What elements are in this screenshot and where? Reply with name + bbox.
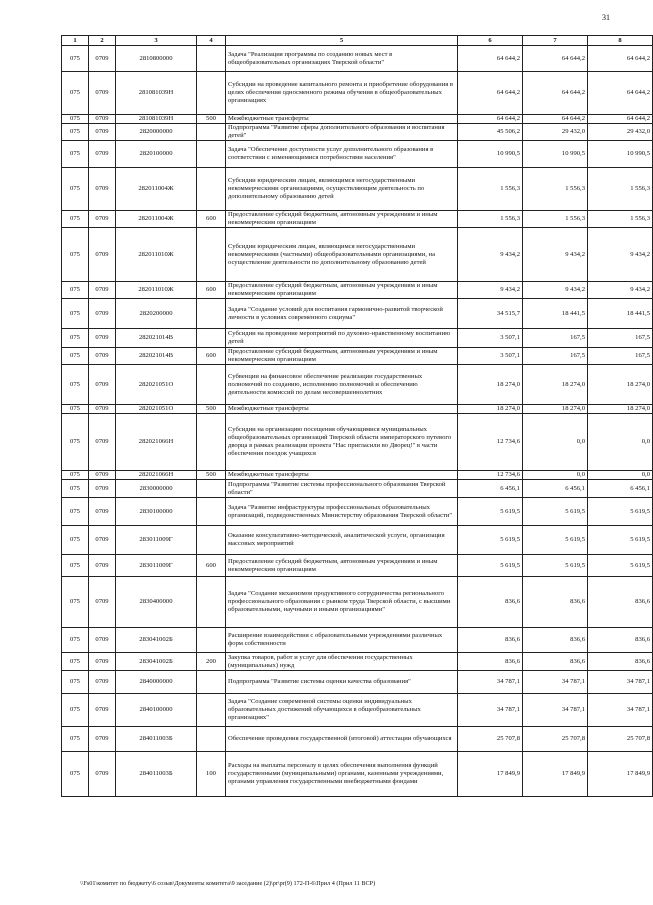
target-article-code-cell: 283011009Г [116, 526, 197, 555]
amount-year-1-cell: 12 734,6 [458, 414, 523, 471]
item-name-cell: Субсидии на проведение капитального ремонта и приобретение оборудования в целях обеспечения односменного режима обучения в общеобразовательных организациях [226, 72, 458, 115]
amount-year-1-cell: 34 515,7 [458, 299, 523, 329]
table-row [62, 72, 653, 115]
amount-year-3-cell: 9 434,2 [588, 228, 653, 282]
item-name-cell: Предоставление субсидий бюджетным, автономным учреждениям и иным некоммерческим организациям [226, 211, 458, 228]
table-row [62, 168, 653, 211]
expense-type-code-cell [197, 365, 226, 405]
section-code-cell: 0709 [89, 727, 116, 752]
expense-type-code-cell [197, 498, 226, 526]
amount-year-3-cell: 1 556,3 [588, 211, 653, 228]
section-code-cell: 0709 [89, 414, 116, 471]
footer-file-path: \\Fs01\комитет по бюджету\6 созыв\Документы комитета\9 заседание (2)\pr\pr(9) 172-П-6\Прил 4 (Прил 11 ВСР) [80, 880, 376, 887]
amount-year-2-cell: 10 990,5 [523, 141, 588, 168]
amount-year-2-cell: 25 707,8 [523, 727, 588, 752]
target-article-code-cell: 283041002Б [116, 653, 197, 671]
ministry-code-cell: 075 [62, 228, 89, 282]
table-row [62, 115, 653, 124]
expense-type-code-cell: 600 [197, 282, 226, 299]
amount-year-3-cell: 836,6 [588, 653, 653, 671]
expense-type-code-cell [197, 72, 226, 115]
amount-year-3-cell: 29 432,0 [588, 124, 653, 141]
target-article-code-cell: 2820200000 [116, 299, 197, 329]
section-code-cell: 0709 [89, 671, 116, 694]
target-article-code-cell: 2840000000 [116, 671, 197, 694]
expense-type-code-cell [197, 329, 226, 348]
amount-year-1-cell: 836,6 [458, 577, 523, 628]
section-code-cell: 0709 [89, 282, 116, 299]
item-name-cell: Предоставление субсидий бюджетным, автономным учреждениям и иным некоммерческим организациям [226, 282, 458, 299]
item-name-cell: Субсидии на проведение мероприятий по духовно-нравственному воспитанию детей [226, 329, 458, 348]
amount-year-2-cell: 64 644,2 [523, 46, 588, 72]
amount-year-2-cell: 18 274,0 [523, 365, 588, 405]
item-name-cell: Подпрограмма "Развитие системы профессионального образования Тверской области" [226, 480, 458, 498]
section-code-cell: 0709 [89, 555, 116, 577]
table-row [62, 282, 653, 299]
amount-year-3-cell: 18 441,5 [588, 299, 653, 329]
item-name-cell: Межбюджетные трансферты [226, 471, 458, 480]
item-name-cell: Субсидии юридическим лицам, являющимся негосударственными некоммерческими организациями, осуществляющим деятельность по дополнительному образованию детей [226, 168, 458, 211]
amount-year-3-cell: 9 434,2 [588, 282, 653, 299]
item-name-cell: Задача "Создание механизмов продуктивного сотрудничества регионального профессионального образования с рынком труда Тверской области, с высшими образовательными, научными и иными организациями" [226, 577, 458, 628]
table-row [62, 671, 653, 694]
amount-year-2-cell: 18 274,0 [523, 405, 588, 414]
item-name-cell: Подпрограмма "Развитие системы оценки качества образования" [226, 671, 458, 694]
expense-type-code-cell [197, 577, 226, 628]
amount-year-2-cell: 836,6 [523, 577, 588, 628]
amount-year-1-cell: 64 644,2 [458, 115, 523, 124]
expense-type-code-cell [197, 299, 226, 329]
amount-year-3-cell: 167,5 [588, 348, 653, 365]
table-row [62, 405, 653, 414]
amount-year-3-cell: 1 556,3 [588, 168, 653, 211]
ministry-code-cell: 075 [62, 168, 89, 211]
item-name-cell: Межбюджетные трансферты [226, 115, 458, 124]
table-row [62, 752, 653, 797]
amount-year-3-cell: 18 274,0 [588, 365, 653, 405]
amount-year-3-cell: 5 619,5 [588, 498, 653, 526]
ministry-code-cell: 075 [62, 752, 89, 797]
item-name-cell: Расширение взаимодействия с образовательными учреждениями различных форм собственности [226, 628, 458, 653]
target-article-code-cell: 2830000000 [116, 480, 197, 498]
item-name-cell: Предоставление субсидий бюджетным, автономным учреждениям и иным некоммерческим организациям [226, 348, 458, 365]
expense-type-code-cell [197, 694, 226, 727]
expense-type-code-cell [197, 671, 226, 694]
target-article-code-cell: 2830100000 [116, 498, 197, 526]
ministry-code-cell: 075 [62, 414, 89, 471]
table-row [62, 526, 653, 555]
amount-year-1-cell: 5 619,5 [458, 498, 523, 526]
amount-year-3-cell: 18 274,0 [588, 405, 653, 414]
table-row [62, 365, 653, 405]
item-name-cell: Задача "Развитие инфраструктуры профессиональных образовательных организаций, подведомственных Министерству образования Тверской области" [226, 498, 458, 526]
expense-type-code-cell [197, 414, 226, 471]
item-name-cell: Субсидии юридическим лицам, являющимся негосударственными некоммерческими (частными) общеобразовательными организациями, на осуществление деятельности по дополнительному образованию детей [226, 228, 458, 282]
item-name-cell: Обеспечение проведения государственной (итоговой) аттестации обучающихся [226, 727, 458, 752]
section-code-cell: 0709 [89, 498, 116, 526]
item-name-cell: Задача "Создание современной системы оценки индивидуальных образовательных достижений обучающихся в общеобразовательных организациях" [226, 694, 458, 727]
target-article-code-cell: 282021014В [116, 329, 197, 348]
expense-type-code-cell [197, 526, 226, 555]
target-article-code-cell: 284011003Б [116, 727, 197, 752]
ministry-code-cell: 075 [62, 671, 89, 694]
table-row [62, 414, 653, 471]
column-header: 1 [62, 36, 89, 46]
expense-type-code-cell: 500 [197, 405, 226, 414]
ministry-code-cell: 075 [62, 124, 89, 141]
ministry-code-cell: 075 [62, 653, 89, 671]
amount-year-3-cell: 34 787,1 [588, 671, 653, 694]
expense-type-code-cell: 600 [197, 348, 226, 365]
target-article-code-cell: 282021066Н [116, 471, 197, 480]
ministry-code-cell: 075 [62, 282, 89, 299]
amount-year-1-cell: 5 619,5 [458, 555, 523, 577]
amount-year-1-cell: 34 787,1 [458, 694, 523, 727]
table-row [62, 46, 653, 72]
table-row [62, 498, 653, 526]
ministry-code-cell: 075 [62, 329, 89, 348]
amount-year-1-cell: 1 556,3 [458, 168, 523, 211]
column-header: 4 [197, 36, 226, 46]
amount-year-3-cell: 5 619,5 [588, 526, 653, 555]
ministry-code-cell: 075 [62, 694, 89, 727]
table-row [62, 628, 653, 653]
target-article-code-cell: 282021051О [116, 365, 197, 405]
ministry-code-cell: 075 [62, 628, 89, 653]
expense-type-code-cell: 100 [197, 752, 226, 797]
target-article-code-cell: 282021066Н [116, 414, 197, 471]
item-name-cell: Задача "Обеспечение доступности услуг дополнительного образования в соответствии с изменяющимися потребностями населения" [226, 141, 458, 168]
amount-year-3-cell: 167,5 [588, 329, 653, 348]
expense-type-code-cell [197, 141, 226, 168]
amount-year-2-cell: 34 787,1 [523, 694, 588, 727]
table-row [62, 471, 653, 480]
item-name-cell: Оказание консультативно-методической, аналитической услуги, организация массовых мероприятий [226, 526, 458, 555]
amount-year-1-cell: 25 707,8 [458, 727, 523, 752]
section-code-cell: 0709 [89, 577, 116, 628]
table-row [62, 348, 653, 365]
column-header: 7 [523, 36, 588, 46]
target-article-code-cell: 2820000000 [116, 124, 197, 141]
ministry-code-cell: 075 [62, 141, 89, 168]
section-code-cell: 0709 [89, 365, 116, 405]
table-row [62, 124, 653, 141]
column-header: 3 [116, 36, 197, 46]
ministry-code-cell: 075 [62, 480, 89, 498]
amount-year-1-cell: 9 434,2 [458, 282, 523, 299]
column-header: 6 [458, 36, 523, 46]
ministry-code-cell: 075 [62, 115, 89, 124]
item-name-cell: Задача "Реализация программы по созданию новых мест в общеобразовательных организациях Тверской области" [226, 46, 458, 72]
section-code-cell: 0709 [89, 299, 116, 329]
target-article-code-cell: 282011010Ж [116, 282, 197, 299]
amount-year-2-cell: 167,5 [523, 329, 588, 348]
expense-type-code-cell [197, 124, 226, 141]
amount-year-1-cell: 18 274,0 [458, 365, 523, 405]
expense-type-code-cell [197, 727, 226, 752]
ministry-code-cell: 075 [62, 299, 89, 329]
amount-year-2-cell: 0,0 [523, 471, 588, 480]
amount-year-3-cell: 0,0 [588, 471, 653, 480]
amount-year-2-cell: 64 644,2 [523, 115, 588, 124]
amount-year-2-cell: 836,6 [523, 653, 588, 671]
target-article-code-cell: 2820100000 [116, 141, 197, 168]
target-article-code-cell: 2840100000 [116, 694, 197, 727]
amount-year-3-cell: 25 707,8 [588, 727, 653, 752]
amount-year-2-cell: 836,6 [523, 628, 588, 653]
section-code-cell: 0709 [89, 348, 116, 365]
section-code-cell: 0709 [89, 115, 116, 124]
table-body [62, 46, 653, 797]
target-article-code-cell: 2830400000 [116, 577, 197, 628]
amount-year-3-cell: 836,6 [588, 628, 653, 653]
amount-year-1-cell: 12 734,6 [458, 471, 523, 480]
amount-year-2-cell: 9 434,2 [523, 228, 588, 282]
ministry-code-cell: 075 [62, 405, 89, 414]
target-article-code-cell: 284011003Б [116, 752, 197, 797]
target-article-code-cell: 2810800000 [116, 46, 197, 72]
expense-type-code-cell [197, 228, 226, 282]
amount-year-1-cell: 10 990,5 [458, 141, 523, 168]
budget-table [61, 35, 653, 797]
amount-year-1-cell: 45 506,2 [458, 124, 523, 141]
item-name-cell: Закупка товаров, работ и услуг для обеспечения государственных (муниципальных) нужд [226, 653, 458, 671]
column-header: 2 [89, 36, 116, 46]
item-name-cell: Задача "Создание условий для воспитания гармонично-развитой творческой личности в условиях современного социума" [226, 299, 458, 329]
amount-year-1-cell: 1 556,3 [458, 211, 523, 228]
amount-year-2-cell: 64 644,2 [523, 72, 588, 115]
amount-year-3-cell: 836,6 [588, 577, 653, 628]
amount-year-2-cell: 167,5 [523, 348, 588, 365]
ministry-code-cell: 075 [62, 46, 89, 72]
amount-year-2-cell: 17 849,9 [523, 752, 588, 797]
ministry-code-cell: 075 [62, 211, 89, 228]
section-code-cell: 0709 [89, 124, 116, 141]
section-code-cell: 0709 [89, 653, 116, 671]
section-code-cell: 0709 [89, 228, 116, 282]
table-row [62, 329, 653, 348]
amount-year-1-cell: 64 644,2 [458, 46, 523, 72]
table-row [62, 727, 653, 752]
target-article-code-cell: 281081039Н [116, 115, 197, 124]
target-article-code-cell: 283011009Г [116, 555, 197, 577]
item-name-cell: Межбюджетные трансферты [226, 405, 458, 414]
table-header-row [62, 36, 653, 46]
amount-year-3-cell: 10 990,5 [588, 141, 653, 168]
amount-year-1-cell: 17 849,9 [458, 752, 523, 797]
ministry-code-cell: 075 [62, 365, 89, 405]
expense-type-code-cell [197, 46, 226, 72]
expense-type-code-cell [197, 480, 226, 498]
amount-year-1-cell: 836,6 [458, 628, 523, 653]
column-header: 5 [226, 36, 458, 46]
table-row [62, 480, 653, 498]
ministry-code-cell: 075 [62, 471, 89, 480]
ministry-code-cell: 075 [62, 526, 89, 555]
amount-year-1-cell: 9 434,2 [458, 228, 523, 282]
section-code-cell: 0709 [89, 480, 116, 498]
amount-year-2-cell: 18 441,5 [523, 299, 588, 329]
amount-year-1-cell: 6 456,1 [458, 480, 523, 498]
ministry-code-cell: 075 [62, 577, 89, 628]
section-code-cell: 0709 [89, 211, 116, 228]
table-row [62, 555, 653, 577]
amount-year-2-cell: 1 556,3 [523, 211, 588, 228]
target-article-code-cell: 283041002Б [116, 628, 197, 653]
section-code-cell: 0709 [89, 471, 116, 480]
amount-year-2-cell: 9 434,2 [523, 282, 588, 299]
target-article-code-cell: 282011004Ж [116, 211, 197, 228]
expense-type-code-cell: 600 [197, 211, 226, 228]
item-name-cell: Субсидии на организацию посещения обучающимися муниципальных общеобразовательных организаций Тверской области императорского путевого дворца в рамках реализации проекта "Нас пригласили во Дворец!" в части обеспечения поездок учащихся [226, 414, 458, 471]
amount-year-3-cell: 0,0 [588, 414, 653, 471]
amount-year-3-cell: 64 644,2 [588, 72, 653, 115]
target-article-code-cell: 282021014В [116, 348, 197, 365]
amount-year-3-cell: 34 787,1 [588, 694, 653, 727]
section-code-cell: 0709 [89, 526, 116, 555]
amount-year-2-cell: 5 619,5 [523, 526, 588, 555]
target-article-code-cell: 282021051О [116, 405, 197, 414]
section-code-cell: 0709 [89, 405, 116, 414]
page-number: 31 [602, 13, 610, 22]
table-row [62, 141, 653, 168]
expense-type-code-cell: 500 [197, 115, 226, 124]
amount-year-3-cell: 5 619,5 [588, 555, 653, 577]
target-article-code-cell: 282011010Ж [116, 228, 197, 282]
ministry-code-cell: 075 [62, 498, 89, 526]
ministry-code-cell: 075 [62, 348, 89, 365]
section-code-cell: 0709 [89, 46, 116, 72]
expense-type-code-cell: 600 [197, 555, 226, 577]
section-code-cell: 0709 [89, 168, 116, 211]
ministry-code-cell: 075 [62, 727, 89, 752]
amount-year-1-cell: 34 787,1 [458, 671, 523, 694]
item-name-cell: Предоставление субсидий бюджетным, автономным учреждениям и иным некоммерческим организациям [226, 555, 458, 577]
column-header: 8 [588, 36, 653, 46]
amount-year-1-cell: 3 507,1 [458, 329, 523, 348]
amount-year-3-cell: 64 644,2 [588, 46, 653, 72]
table-row [62, 211, 653, 228]
section-code-cell: 0709 [89, 752, 116, 797]
expense-type-code-cell [197, 628, 226, 653]
item-name-cell: Расходы на выплаты персоналу в целях обеспечения выполнения функций государственными (муниципальными) органами, казенными учреждениями, органами управления государственными внебюджетными фондами [226, 752, 458, 797]
table-row [62, 694, 653, 727]
target-article-code-cell: 282011004Ж [116, 168, 197, 211]
section-code-cell: 0709 [89, 694, 116, 727]
amount-year-3-cell: 17 849,9 [588, 752, 653, 797]
table-row [62, 228, 653, 282]
section-code-cell: 0709 [89, 72, 116, 115]
amount-year-2-cell: 1 556,3 [523, 168, 588, 211]
item-name-cell: Подпрограмма "Развитие сферы дополнительного образования и воспитания детей" [226, 124, 458, 141]
amount-year-2-cell: 6 456,1 [523, 480, 588, 498]
amount-year-2-cell: 34 787,1 [523, 671, 588, 694]
amount-year-2-cell: 29 432,0 [523, 124, 588, 141]
expense-type-code-cell [197, 168, 226, 211]
table-row [62, 299, 653, 329]
ministry-code-cell: 075 [62, 555, 89, 577]
amount-year-3-cell: 6 456,1 [588, 480, 653, 498]
amount-year-1-cell: 18 274,0 [458, 405, 523, 414]
amount-year-1-cell: 3 507,1 [458, 348, 523, 365]
section-code-cell: 0709 [89, 329, 116, 348]
expense-type-code-cell: 200 [197, 653, 226, 671]
table-row [62, 653, 653, 671]
amount-year-2-cell: 5 619,5 [523, 555, 588, 577]
expense-type-code-cell: 500 [197, 471, 226, 480]
amount-year-1-cell: 5 619,5 [458, 526, 523, 555]
amount-year-3-cell: 64 644,2 [588, 115, 653, 124]
ministry-code-cell: 075 [62, 72, 89, 115]
table-row [62, 577, 653, 628]
section-code-cell: 0709 [89, 141, 116, 168]
amount-year-2-cell: 0,0 [523, 414, 588, 471]
amount-year-1-cell: 64 644,2 [458, 72, 523, 115]
amount-year-1-cell: 836,6 [458, 653, 523, 671]
section-code-cell: 0709 [89, 628, 116, 653]
target-article-code-cell: 281081039Н [116, 72, 197, 115]
item-name-cell: Субвенции на финансовое обеспечение реализации государственных полномочий по созданию, исполнению полномочий и обеспечению деятельности комиссий по делам несовершеннолетних [226, 365, 458, 405]
amount-year-2-cell: 5 619,5 [523, 498, 588, 526]
